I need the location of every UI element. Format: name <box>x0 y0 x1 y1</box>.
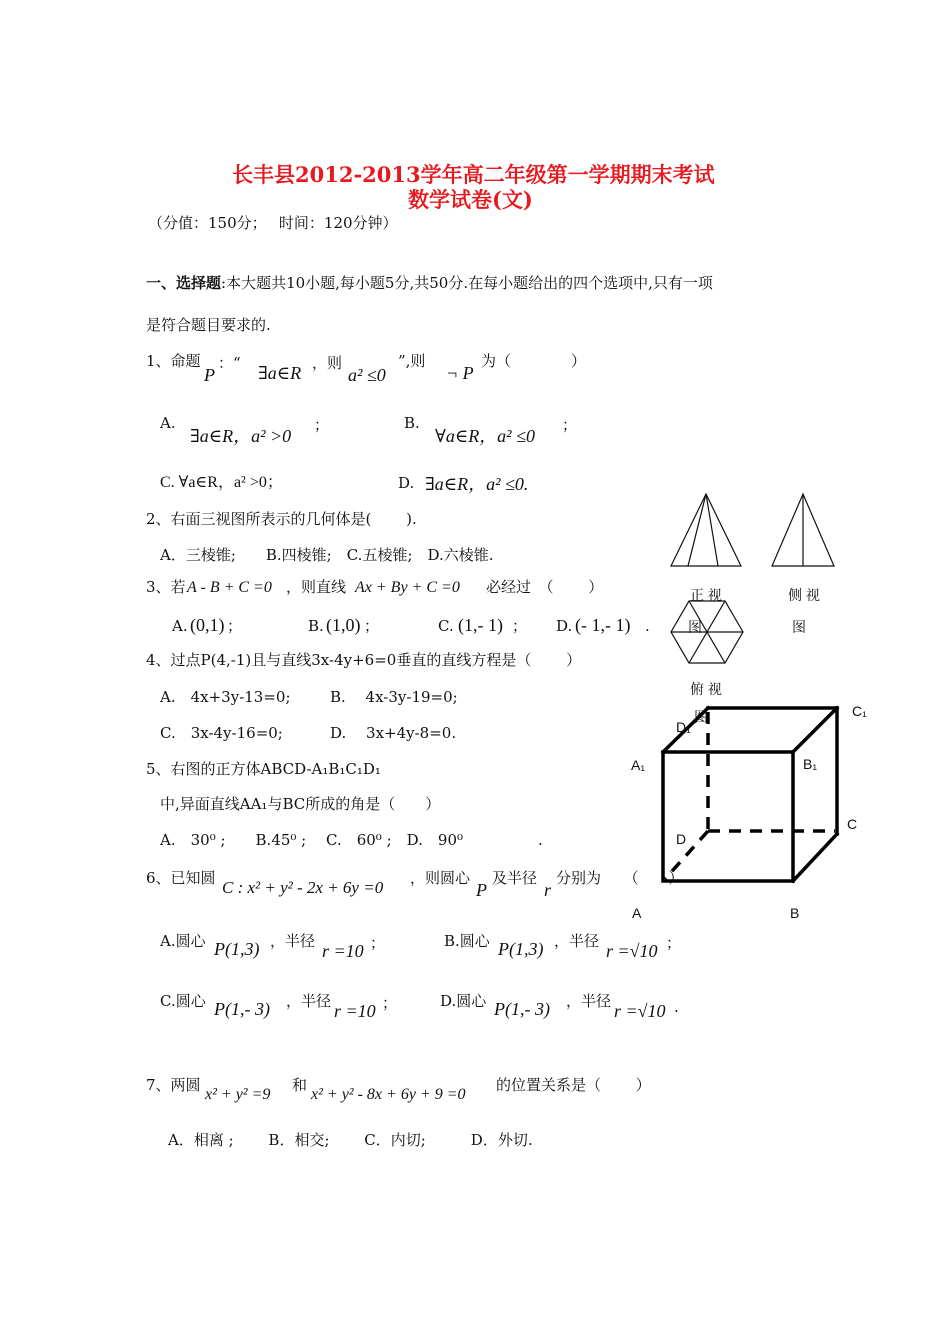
q6-optB-label: B.圆心 <box>444 932 490 950</box>
q3-optB-value: (1,0) <box>326 615 361 635</box>
exam-title: 长丰县2012-2013学年高二年级第一学期期末考试 <box>232 162 715 187</box>
front-view-label: 正 视 <box>690 587 722 603</box>
q1-exists: ∃a∈R <box>258 363 302 383</box>
q6-circle: C : x² + y² - 2x + 6y =0 <box>222 878 384 897</box>
q6-text3: 及半径 <box>492 869 538 887</box>
q6-optA-r: r =10 <box>322 941 364 961</box>
q1-optA-math: ∃a∈R，a² >0 <box>190 426 292 446</box>
cube-label-b: B <box>790 905 800 921</box>
q1-number: 1、命题 <box>146 352 201 370</box>
q6-optA-label: A.圆心 <box>160 932 206 950</box>
q2-text: 2、右面三视图所表示的几何体是( ). <box>146 510 417 528</box>
q5-options: A. 30⁰ ; B.45⁰ ; C. 60⁰ ; D. 90⁰ . <box>160 831 543 849</box>
q1-ineq: a² ≤0 <box>348 365 386 385</box>
q6-semi-c: ； <box>382 994 398 1012</box>
q7-he: 和 <box>292 1076 308 1094</box>
q5-text1: 5、右图的正方体ABCD-A₁B₁C₁D₁ <box>146 760 381 778</box>
q3-optC-label: C. <box>438 617 454 635</box>
q5-text2: 中,异面直线AA₁与BC所成的角是（ ） <box>160 795 441 813</box>
q6-optC-label: C.圆心 <box>160 992 206 1010</box>
q3-optA-value: (0,1) <box>190 615 225 635</box>
q6-text1: 6、已知圆 <box>146 869 216 887</box>
q1-tail: ”,则 <box>398 352 426 370</box>
q4-optC: C. 3x-4y-16=0; <box>160 724 283 742</box>
section-description-2: 是符合题目要求的. <box>146 316 271 334</box>
cube-label-d1: D₁ <box>676 719 691 735</box>
q6-optA-radius-label: ，半径 <box>270 932 316 950</box>
q3-dot: . <box>645 617 650 635</box>
q6-optD-r: r =√10 <box>614 1001 666 1021</box>
exam-subtitle: 数学试卷(文) <box>408 187 533 212</box>
q6-optD-center: P(1,- 3) <box>494 999 550 1019</box>
q3-line: Ax + By + C =0 <box>355 579 460 596</box>
cube-label-d: D <box>676 831 687 847</box>
q3-cond: A - B + C =0 <box>187 579 272 596</box>
q3-text2: ，则直线 <box>286 578 347 596</box>
q2-options: A．三棱锥; B.四棱锥; C.五棱锥; D.六棱锥. <box>160 546 494 564</box>
q1-neg: ¬ P <box>446 363 474 383</box>
q1-optA-label: A. <box>160 414 176 432</box>
q1-optC: C. ∀a∈R，a² >0； <box>160 474 283 491</box>
section-heading: 一、选择题 <box>146 274 222 292</box>
section-description: :本大题共10小题,每小题5分,共50分.在每小题给出的四个选项中,只有一项 <box>221 274 713 292</box>
cube-edge <box>793 708 837 752</box>
q3-semi-b: ； <box>364 617 380 635</box>
q7-text2: 的位置关系是（ ） <box>496 1076 651 1094</box>
q3-optA-label: A. <box>172 617 188 635</box>
q6-semi-a: ； <box>370 934 386 952</box>
q6-optA-center: P(1,3) <box>214 939 260 959</box>
q3-text1: 3、若 <box>146 578 186 596</box>
q3-optD-label: D. <box>556 617 573 635</box>
q6-text2: ，则圆心 <box>410 869 471 887</box>
front-view-label-2: 图 <box>688 619 702 635</box>
cube-label-a1: A₁ <box>631 757 646 773</box>
side-view-label: 侧 视 <box>788 587 820 603</box>
q6-optB-radius-label: ，半径 <box>554 932 600 950</box>
q6-optB-r: r =√10 <box>606 941 658 961</box>
q1-optA-end: ； <box>314 416 330 434</box>
q1-optB-end: ； <box>562 416 578 434</box>
q4-text: 4、过点P(4,-1)且与直线3x-4y+6=0垂直的直线方程是（ ） <box>146 651 582 669</box>
q6-optC-r: r =10 <box>334 1001 376 1021</box>
q1-p: P <box>204 365 215 385</box>
q4-optA: A. 4x+3y-13=0; <box>160 688 291 706</box>
q3-optC-value: (1,- 1) <box>458 615 503 635</box>
side-view-label-2: 图 <box>792 619 806 635</box>
q1-comma: ，则 <box>312 354 343 372</box>
q6-optD-label: D.圆心 <box>440 992 487 1010</box>
q1-optD-math: ∃a∈R，a² ≤0. <box>425 474 529 494</box>
q4-optD: D. 3x+4y-8=0. <box>330 724 457 742</box>
q6-optD-radius-label: ，半径 <box>566 992 612 1010</box>
q6-semi-b: ； <box>666 934 682 952</box>
q7-circle-1: x² + y² =9 <box>205 1086 271 1103</box>
q3-optD-value: (- 1,- 1) <box>575 615 631 635</box>
q3-semi-c: ； <box>512 617 528 635</box>
cube-label-c: C <box>847 816 858 832</box>
q6-p: P <box>476 880 487 900</box>
cube-label-b1: B₁ <box>803 756 818 772</box>
q7-text1: 7、两圆 <box>146 1076 201 1094</box>
q1-optD-label: D. <box>398 474 415 492</box>
q1-wei: 为（ ） <box>481 352 587 370</box>
q1-colon: ：“ <box>218 354 241 372</box>
cube-label-c1: C₁ <box>852 703 867 719</box>
q6-text4: 分别为 （ ） <box>556 869 684 887</box>
q7-circle-2: x² + y² - 8x + 6y + 9 =0 <box>311 1086 466 1103</box>
q3-semi-a: ； <box>227 617 243 635</box>
cube-front-face <box>663 752 793 881</box>
top-view-label: 俯 视 <box>690 681 722 697</box>
cube-edge <box>793 834 837 881</box>
q4-optB: B. 4x-3y-19=0; <box>330 688 458 706</box>
cube-label-a: A <box>632 905 642 921</box>
q6-optC-center: P(1,- 3) <box>214 999 270 1019</box>
q3-optB-label: B. <box>308 617 324 635</box>
q6-optC-radius-label: ，半径 <box>286 992 332 1010</box>
q6-dot: . <box>674 998 679 1016</box>
top-view-label-2: 图 <box>694 709 708 725</box>
exam-info: （分值：150分； 时间：120分钟） <box>148 214 398 232</box>
q3-text3: 必经过 （ ） <box>486 578 604 596</box>
q1-optB-math: ∀a∈R，a² ≤0 <box>435 426 535 446</box>
q7-options: A．相离 ; B．相交; C．内切; D．外切. <box>168 1131 533 1149</box>
q1-optB-label: B. <box>404 414 420 432</box>
q6-optB-center: P(1,3) <box>498 939 544 959</box>
q6-r: r <box>544 880 552 900</box>
